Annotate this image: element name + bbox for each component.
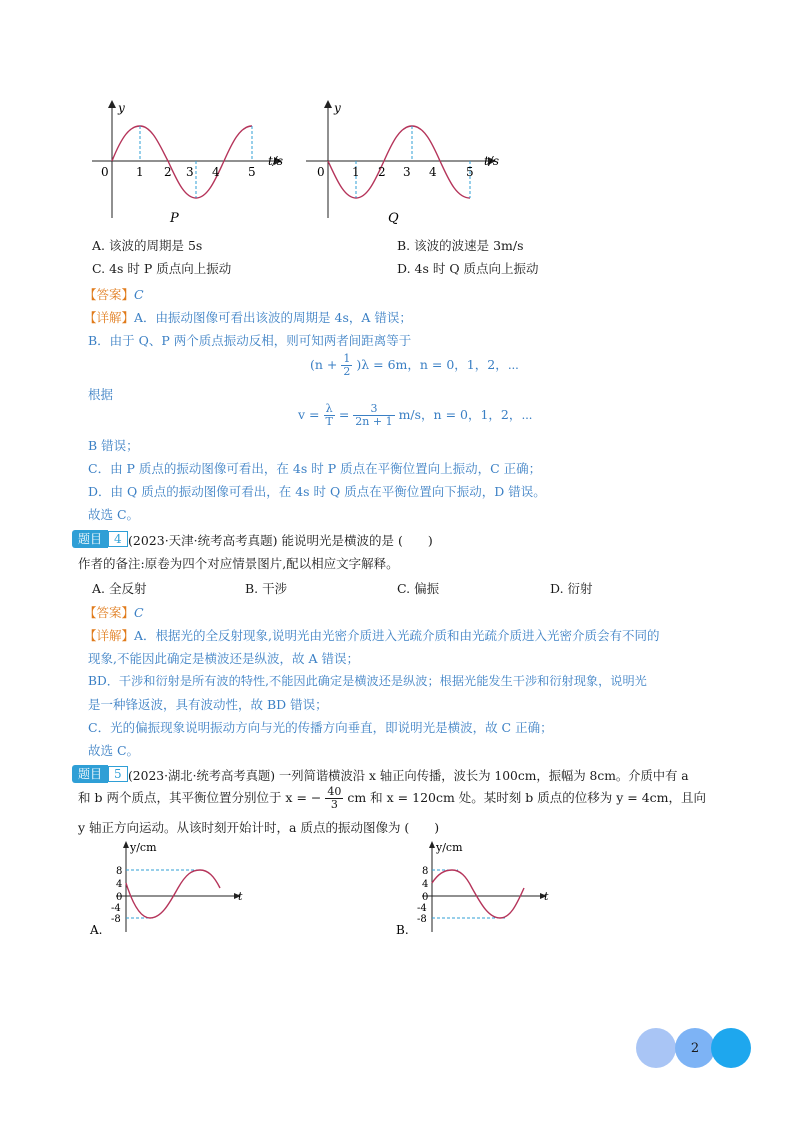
option-b: B. 干涉 — [245, 581, 288, 596]
question-badge-label: 题目 — [72, 765, 108, 783]
eq-denominator: 2n + 1 — [355, 415, 393, 428]
eq-text: = — [338, 407, 350, 422]
detail-line: 故选 C。 — [88, 743, 140, 758]
detail-line: B．由于 Q、P 两个质点振动反相，则可知两者间距离等于 — [88, 333, 412, 348]
tick-label: 3 — [186, 165, 194, 179]
option-label: B. — [396, 923, 409, 937]
tick-label: 0 — [101, 165, 109, 179]
tick-label: 5 — [466, 165, 474, 179]
answer-value: C — [134, 605, 144, 620]
option-a: A. 该波的周期是 5s — [92, 238, 203, 253]
eq-denominator: 2 — [343, 365, 351, 378]
graph-p — [88, 98, 288, 226]
detail-line: 根据 — [88, 387, 114, 402]
answer-line — [84, 285, 144, 303]
detail-line — [84, 308, 412, 326]
axis-label: y — [118, 101, 125, 115]
eq-numerator: 3 — [353, 403, 394, 416]
option-b: B. 该波的波速是 3m/s — [397, 238, 524, 253]
question-stem: (2023·天津·统考高考真题) 能说明光是横波的是 ( ) — [128, 533, 433, 548]
axis-label: t/s — [268, 154, 284, 168]
tick-label: 0 — [116, 892, 123, 903]
axis-label: t — [238, 890, 243, 903]
graph-q — [302, 98, 512, 226]
option-label: A. — [90, 923, 103, 937]
detail-line: 故选 C。 — [88, 507, 140, 522]
equation-2 — [298, 403, 533, 428]
page-decoration-circle — [636, 1028, 676, 1068]
tick-label: 4 — [116, 879, 123, 890]
detail-line: C．光的偏振现象说明振动方向与光的传播方向垂直，即说明光是横波，故 C 正确； — [88, 720, 553, 735]
question-badge — [72, 765, 128, 783]
option-a: A. 全反射 — [92, 581, 147, 596]
question-stem: (2023·湖北·统考高考真题) 一列简谐横波沿 x 轴正向传播，波长为 100cm，振幅为 8cm。介质中有 a — [128, 769, 689, 783]
detail-text: A．根据光的全反射现象,说明光由光密介质进入光疏介质和由光疏介质进入光密介质会有不同的 — [134, 628, 660, 643]
eq-numerator: 1 — [343, 352, 351, 365]
eq-text: m/s，n = 0，1，2，⋯ — [398, 407, 533, 422]
axis-label: t/s — [484, 154, 500, 168]
eq-text: (n + — [310, 357, 338, 372]
tick-label: 3 — [403, 165, 411, 179]
tick-label: 2 — [164, 165, 172, 179]
tick-label: 2 — [378, 165, 386, 179]
author-note: 作者的备注:原卷为四个对应情景图片,配以相应文字解释。 — [78, 556, 399, 571]
graph-caption: P — [170, 211, 179, 226]
eq-text: )λ = 6m，n = 0，1，2，⋯ — [356, 357, 519, 372]
graph-option-a — [88, 840, 258, 940]
question-badge-label: 题目 — [72, 530, 108, 548]
question-number: 4 — [108, 531, 128, 547]
answer-tag: 【答案】 — [84, 605, 135, 620]
detail-line: B 错误； — [88, 438, 139, 453]
detail-text: A．由振动图像可看出该波的周期是 4s，A 错误； — [134, 310, 412, 325]
eq-denominator: T — [325, 415, 333, 428]
tick-label: 0 — [422, 892, 429, 903]
eq-text: v = — [298, 407, 320, 422]
option-c: C. 4s 时 P 质点向上振动 — [92, 261, 232, 276]
question-stem: y 轴正方向运动。从该时刻开始计时，a 质点的振动图像为 ( ) — [78, 820, 440, 835]
tick-label: 4 — [422, 879, 429, 890]
tick-label: 1 — [136, 165, 144, 179]
option-d: D. 衍射 — [550, 581, 593, 596]
graph-option-b — [394, 840, 564, 940]
question-stem — [78, 786, 706, 811]
tick-label: -8 — [111, 914, 121, 925]
axis-label: y/cm — [130, 841, 157, 854]
detail-line: D．由 Q 质点的振动图像可看出，在 4s 时 Q 质点在平衡位置向下振动，D 错误。 — [88, 484, 546, 499]
graph-caption: Q — [388, 211, 399, 226]
tick-label: 1 — [352, 165, 360, 179]
detail-line — [84, 626, 660, 644]
answer-tag: 【答案】 — [84, 287, 135, 302]
detail-tag: 【详解】 — [84, 628, 135, 643]
tick-label: -4 — [111, 903, 121, 914]
stem-denominator: 3 — [330, 798, 338, 811]
axis-label: t — [544, 890, 549, 903]
option-c: C. 偏振 — [397, 581, 440, 596]
page-number: 2 — [690, 1040, 700, 1056]
tick-label: 5 — [248, 165, 256, 179]
tick-label: -4 — [417, 903, 427, 914]
tick-label: -8 — [417, 914, 427, 925]
eq-numerator: λ — [324, 403, 335, 416]
answer-line — [84, 603, 144, 621]
page-decoration-circle — [711, 1028, 751, 1068]
stem-numerator: 40 — [327, 785, 342, 798]
tick-label: 8 — [116, 866, 123, 877]
equation-1 — [310, 353, 519, 378]
tick-label: 8 — [422, 866, 429, 877]
question-number: 5 — [108, 766, 128, 782]
stem-text: cm 和 x = 120cm 处。某时刻 b 质点的位移为 y = 4cm，且向 — [347, 790, 707, 805]
detail-line: 是一种锋返波，具有波动性，故 BD 错误； — [88, 697, 328, 712]
detail-tag: 【详解】 — [84, 310, 135, 325]
answer-value: C — [134, 287, 144, 302]
option-d: D. 4s 时 Q 质点向上振动 — [397, 261, 539, 276]
tick-label: 4 — [429, 165, 437, 179]
detail-line: BD．干涉和衍射是所有波的特性,不能因此确定是横波还是纵波；根据光能发生干涉和衍射现象，说明光 — [88, 674, 647, 688]
tick-label: 4 — [212, 165, 220, 179]
detail-line: C．由 P 质点的振动图像可看出，在 4s 时 P 质点在平衡位置向上振动，C 正确； — [88, 461, 542, 476]
detail-line: 现象,不能因此确定是横波还是纵波，故 A 错误； — [88, 651, 359, 666]
axis-label: y/cm — [436, 841, 463, 854]
stem-text: 和 b 两个质点，其平衡位置分别位于 x = − — [78, 790, 322, 805]
tick-label: 0 — [317, 165, 325, 179]
page-number-circle — [675, 1028, 715, 1068]
axis-label: y — [334, 101, 341, 115]
question-badge — [72, 530, 128, 548]
